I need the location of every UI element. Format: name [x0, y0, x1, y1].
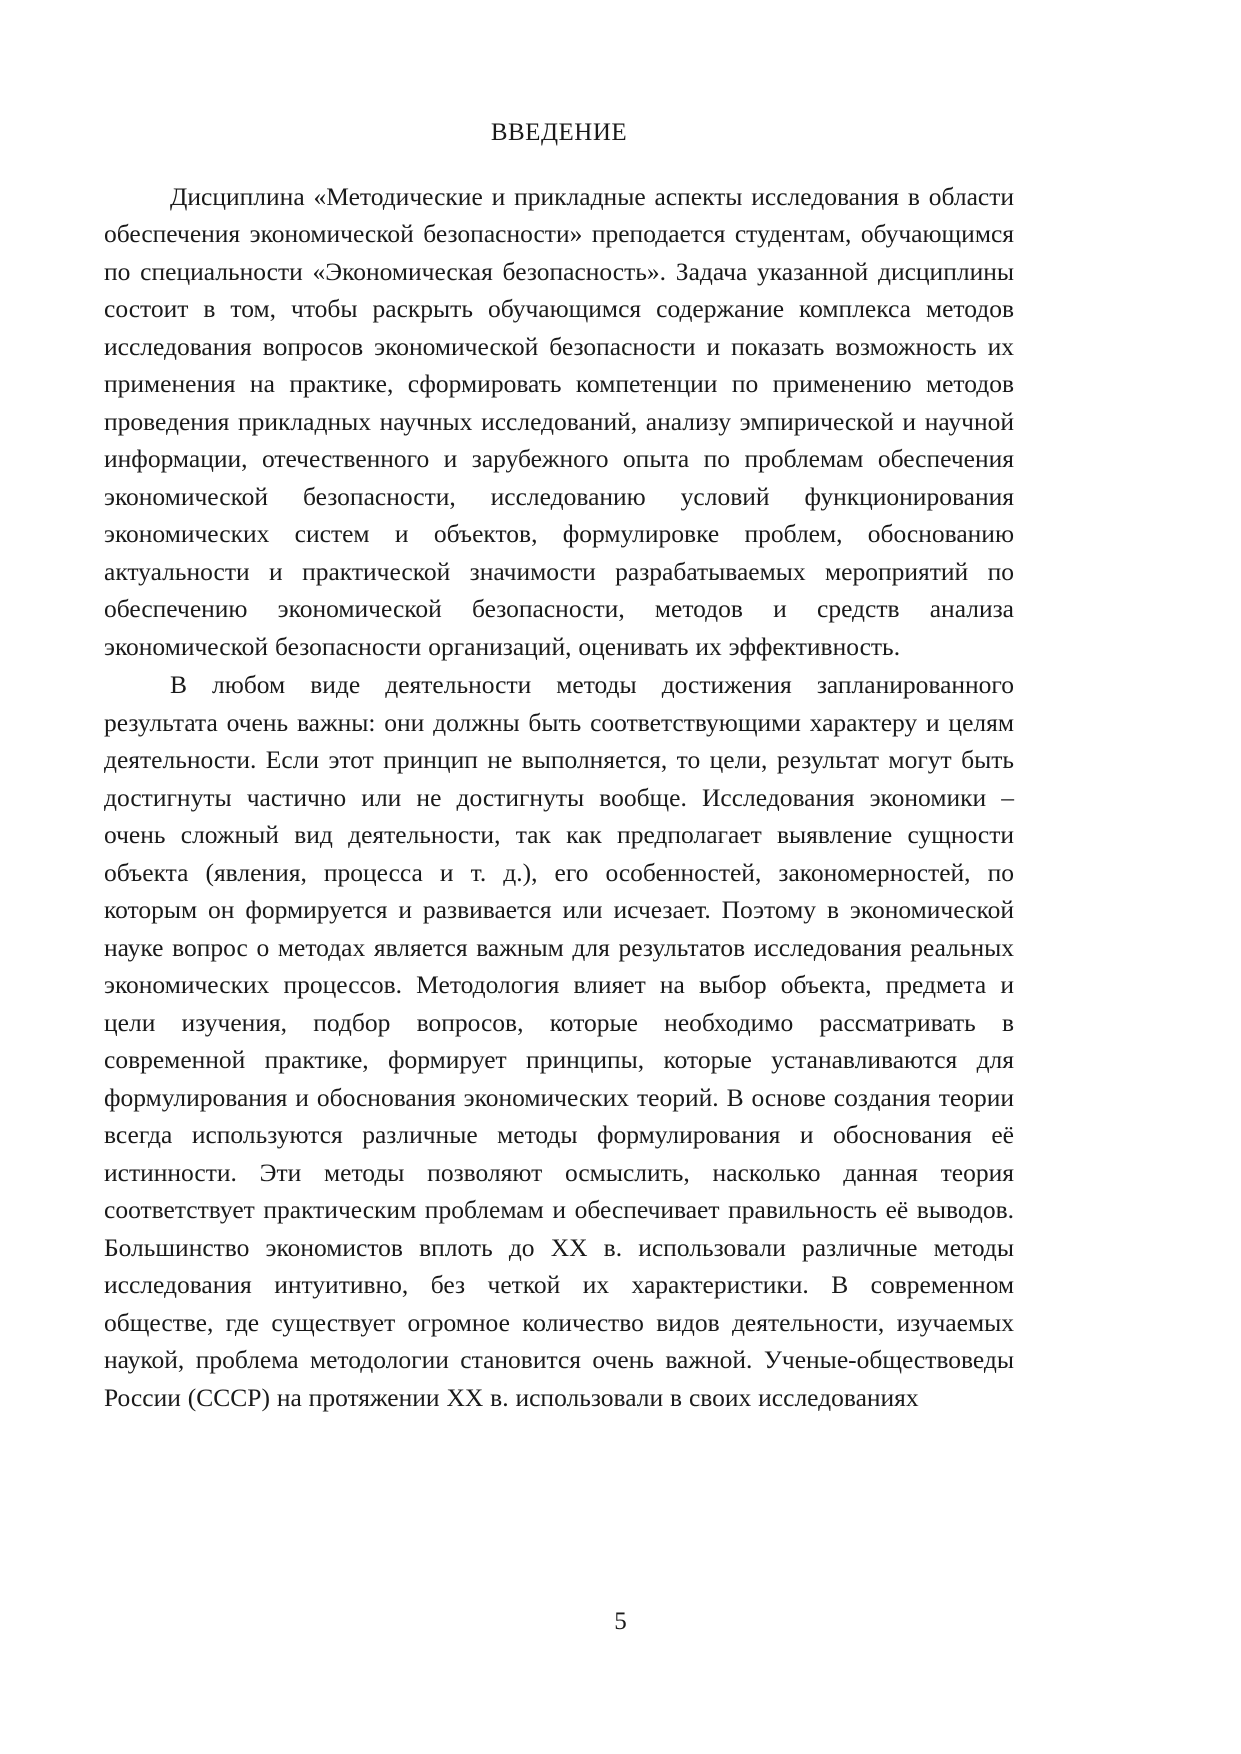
page-content: [104, 118, 1014, 1416]
paragraph-1: Дисциплина «Методические и прикладные аспекты исследования в области обеспечения экономической безопасности» преподается студентам, обучающимся по специальности «Экономическая безопасность». Задача указанной дисциплины состоит в том, чтобы раскрыть обучающимся содержание комплекса методов исследования вопросов экономической безопасности и показать возможность их применения на практике, сформировать компетенции по применению методов проведения прикладных научных исследований, анализу эмпирической и научной информации, отечественного и зарубежного опыта по проблемам обеспечения экономической безопасности, исследованию условий функционирования экономических систем и объектов, формулировке проблем, обоснованию актуальности и практической значимости разрабатываемых мероприятий по обеспечению экономической безопасности, методов и средств анализа экономической безопасности организаций, оценивать их эффективность.: [104, 182, 1014, 661]
page-number: 5: [614, 1608, 627, 1635]
page-title: ВВЕДЕНИЕ: [490, 119, 628, 146]
paragraph-2: В любом виде деятельности методы достижения запланированного результата очень важны: они должны быть соответствующими характеру и целям деятельности. Если этот принцип не выполняется, то цели, результат могут быть достигнуты частично или не достигнуты вообще. Исследования экономики – очень сложный вид деятельности, так как предполагает выявление сущности объекта (явления, процесса и т. д.), его особенностей, закономерностей, по которым он формируется и развивается или исчезает. Поэтому в экономической науке вопрос о методах является важным для результатов исследования реальных экономических процессов. Методология влияет на выбор объекта, предмета и цели изучения, подбор вопросов, которые необходимо рассматривать в современной практике, формирует принципы, которые устанавливаются для формулирования и обоснования экономических теорий. В основе создания теории всегда используются различные методы формулирования и обоснования её истинности. Эти методы позволяют осмыслить, насколько данная теория соответствует практическим проблемам и обеспечивает правильность её выводов. Большинство экономистов вплоть до XX в. использовали различные методы исследования интуитивно, без четкой их характеристики. В современном обществе, где существует огромное количество видов деятельности, изучаемых наукой, проблема методологии становится очень важной. Ученые-обществоведы России (СССР) на протяжении XX в. использовали в своих исследованиях: [104, 670, 1014, 1412]
